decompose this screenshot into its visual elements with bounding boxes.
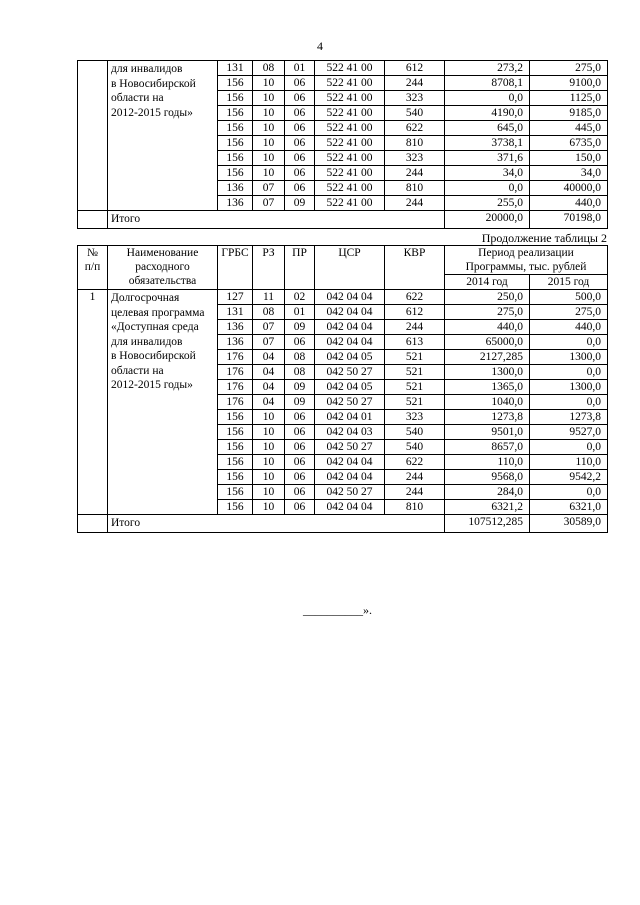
pr-cell: 02: [285, 290, 315, 305]
pr-cell: 06: [285, 500, 315, 515]
kvr-cell: 613: [385, 335, 445, 350]
amount-2014-cell: 2127,285: [445, 350, 530, 365]
grbs-cell: 156: [218, 410, 253, 425]
grbs-cell: 131: [218, 61, 253, 76]
amount-2015-cell: 0,0: [530, 365, 608, 380]
rz-cell: 07: [253, 196, 285, 211]
header-pr: ПР: [285, 246, 315, 290]
total-empty-cell: [78, 211, 108, 229]
csr-cell: 522 41 00: [315, 166, 385, 181]
grbs-cell: 176: [218, 380, 253, 395]
rz-cell: 10: [253, 470, 285, 485]
amount-2015-cell: 9527,0: [530, 425, 608, 440]
pr-cell: 06: [285, 181, 315, 196]
csr-cell: 522 41 00: [315, 121, 385, 136]
closing-mark: __________».: [303, 603, 372, 617]
amount-2015-cell: 1273,8: [530, 410, 608, 425]
csr-cell: 042 04 04: [315, 290, 385, 305]
pr-cell: 01: [285, 305, 315, 320]
amount-2014-cell: 645,0: [445, 121, 530, 136]
amount-2014-cell: 110,0: [445, 455, 530, 470]
amount-2014-cell: 275,0: [445, 305, 530, 320]
pr-cell: 06: [285, 151, 315, 166]
total-row: [78, 211, 608, 229]
amount-2015-cell: 0,0: [530, 440, 608, 455]
header-csr: ЦСР: [315, 246, 385, 290]
amount-2015-cell: 0,0: [530, 485, 608, 500]
csr-cell: 522 41 00: [315, 136, 385, 151]
kvr-cell: 521: [385, 380, 445, 395]
header-2015: 2015 год: [530, 275, 608, 290]
kvr-cell: 612: [385, 61, 445, 76]
csr-cell: 042 04 04: [315, 320, 385, 335]
rz-cell: 04: [253, 365, 285, 380]
amount-2015-cell: 6735,0: [530, 136, 608, 151]
kvr-cell: 612: [385, 305, 445, 320]
header-period: Период реализации Программы, тыс. рублей: [445, 246, 608, 275]
pr-cell: 06: [285, 470, 315, 485]
kvr-cell: 323: [385, 410, 445, 425]
amount-2014-cell: 255,0: [445, 196, 530, 211]
pr-cell: 06: [285, 136, 315, 151]
kvr-cell: 521: [385, 365, 445, 380]
amount-2015-cell: 275,0: [530, 305, 608, 320]
pr-cell: 06: [285, 91, 315, 106]
grbs-cell: 156: [218, 425, 253, 440]
total-2014-cell: 107512,285: [445, 515, 530, 533]
header-kvr: КВР: [385, 246, 445, 290]
amount-2014-cell: 1365,0: [445, 380, 530, 395]
csr-cell: 522 41 00: [315, 76, 385, 91]
header-2014: 2014 год: [445, 275, 530, 290]
amount-2015-cell: 1125,0: [530, 91, 608, 106]
grbs-cell: 176: [218, 365, 253, 380]
table-row: [78, 61, 608, 76]
rz-cell: 04: [253, 380, 285, 395]
total-2015-cell: 30589,0: [530, 515, 608, 533]
rz-cell: 10: [253, 425, 285, 440]
table-row: [78, 290, 608, 305]
pr-cell: 06: [285, 166, 315, 181]
amount-2015-cell: 0,0: [530, 395, 608, 410]
rz-cell: 10: [253, 151, 285, 166]
grbs-cell: 156: [218, 485, 253, 500]
pr-cell: 06: [285, 106, 315, 121]
amount-2014-cell: 1300,0: [445, 365, 530, 380]
amount-2015-cell: 445,0: [530, 121, 608, 136]
kvr-cell: 244: [385, 196, 445, 211]
rz-cell: 10: [253, 91, 285, 106]
csr-cell: 042 04 04: [315, 305, 385, 320]
csr-cell: 522 41 00: [315, 151, 385, 166]
csr-cell: 042 04 03: [315, 425, 385, 440]
amount-2015-cell: 6321,0: [530, 500, 608, 515]
grbs-cell: 156: [218, 136, 253, 151]
total-empty-cell: [78, 515, 108, 533]
amount-2014-cell: 371,6: [445, 151, 530, 166]
pr-cell: 06: [285, 121, 315, 136]
amount-2014-cell: 6321,2: [445, 500, 530, 515]
amount-2014-cell: 4190,0: [445, 106, 530, 121]
kvr-cell: 540: [385, 440, 445, 455]
grbs-cell: 131: [218, 305, 253, 320]
program-name-cell: Долгосрочная целевая программа «Доступная среда для инвалидов в Новосибирской области на 2012-2015 годы»: [108, 290, 218, 515]
kvr-cell: 244: [385, 76, 445, 91]
kvr-cell: 244: [385, 470, 445, 485]
grbs-cell: 127: [218, 290, 253, 305]
kvr-cell: 244: [385, 485, 445, 500]
header-num: № п/п: [78, 246, 108, 290]
kvr-cell: 323: [385, 91, 445, 106]
table-main: [77, 245, 608, 533]
rz-cell: 10: [253, 106, 285, 121]
amount-2015-cell: 110,0: [530, 455, 608, 470]
csr-cell: 042 04 04: [315, 500, 385, 515]
pr-cell: 06: [285, 76, 315, 91]
amount-2015-cell: 275,0: [530, 61, 608, 76]
rz-cell: 10: [253, 455, 285, 470]
rz-cell: 10: [253, 76, 285, 91]
pr-cell: 08: [285, 365, 315, 380]
table-caption: Продолжение таблицы 2: [481, 231, 607, 245]
header-rz: РЗ: [253, 246, 285, 290]
kvr-cell: 810: [385, 500, 445, 515]
pr-cell: 06: [285, 335, 315, 350]
kvr-cell: 810: [385, 181, 445, 196]
kvr-cell: 622: [385, 121, 445, 136]
csr-cell: 522 41 00: [315, 196, 385, 211]
amount-2015-cell: 1300,0: [530, 380, 608, 395]
rz-cell: 10: [253, 410, 285, 425]
rz-cell: 10: [253, 166, 285, 181]
grbs-cell: 156: [218, 455, 253, 470]
rz-cell: 10: [253, 485, 285, 500]
amount-2014-cell: 65000,0: [445, 335, 530, 350]
amount-2014-cell: 0,0: [445, 181, 530, 196]
pr-cell: 06: [285, 410, 315, 425]
amount-2015-cell: 440,0: [530, 320, 608, 335]
grbs-cell: 156: [218, 91, 253, 106]
pr-cell: 09: [285, 380, 315, 395]
csr-cell: 042 04 04: [315, 470, 385, 485]
grbs-cell: 176: [218, 350, 253, 365]
amount-2015-cell: 1300,0: [530, 350, 608, 365]
grbs-cell: 156: [218, 440, 253, 455]
grbs-cell: 156: [218, 106, 253, 121]
total-label: Итого: [108, 211, 445, 229]
pr-cell: 09: [285, 196, 315, 211]
pr-cell: 09: [285, 320, 315, 335]
amount-2014-cell: 440,0: [445, 320, 530, 335]
amount-2014-cell: 8708,1: [445, 76, 530, 91]
rz-cell: 08: [253, 305, 285, 320]
amount-2015-cell: 440,0: [530, 196, 608, 211]
csr-cell: 042 04 01: [315, 410, 385, 425]
grbs-cell: 136: [218, 196, 253, 211]
csr-cell: 522 41 00: [315, 61, 385, 76]
rz-cell: 10: [253, 121, 285, 136]
csr-cell: 042 50 27: [315, 440, 385, 455]
csr-cell: 522 41 00: [315, 181, 385, 196]
amount-2015-cell: 9542,2: [530, 470, 608, 485]
kvr-cell: 540: [385, 106, 445, 121]
pr-cell: 08: [285, 350, 315, 365]
kvr-cell: 244: [385, 320, 445, 335]
amount-2015-cell: 150,0: [530, 151, 608, 166]
kvr-cell: 810: [385, 136, 445, 151]
amount-2014-cell: 9501,0: [445, 425, 530, 440]
csr-cell: 042 04 04: [315, 335, 385, 350]
rz-cell: 07: [253, 335, 285, 350]
csr-cell: 042 50 27: [315, 395, 385, 410]
page-number: 4: [317, 39, 323, 53]
rz-cell: 08: [253, 61, 285, 76]
csr-cell: 042 04 05: [315, 350, 385, 365]
pr-cell: 06: [285, 440, 315, 455]
amount-2015-cell: 0,0: [530, 335, 608, 350]
item-number-cell: [78, 61, 108, 211]
grbs-cell: 136: [218, 335, 253, 350]
csr-cell: 042 50 27: [315, 365, 385, 380]
grbs-cell: 136: [218, 320, 253, 335]
amount-2014-cell: 34,0: [445, 166, 530, 181]
amount-2014-cell: 1040,0: [445, 395, 530, 410]
grbs-cell: 156: [218, 500, 253, 515]
kvr-cell: 521: [385, 395, 445, 410]
amount-2014-cell: 250,0: [445, 290, 530, 305]
pr-cell: 01: [285, 61, 315, 76]
pr-cell: 06: [285, 455, 315, 470]
grbs-cell: 156: [218, 166, 253, 181]
amount-2014-cell: 3738,1: [445, 136, 530, 151]
amount-2014-cell: 1273,8: [445, 410, 530, 425]
amount-2014-cell: 273,2: [445, 61, 530, 76]
rz-cell: 10: [253, 440, 285, 455]
amount-2015-cell: 9100,0: [530, 76, 608, 91]
grbs-cell: 156: [218, 470, 253, 485]
total-label: Итого: [108, 515, 445, 533]
table-continuation-top: [77, 60, 608, 229]
grbs-cell: 156: [218, 76, 253, 91]
grbs-cell: 156: [218, 151, 253, 166]
csr-cell: 522 41 00: [315, 106, 385, 121]
kvr-cell: 540: [385, 425, 445, 440]
rz-cell: 10: [253, 500, 285, 515]
csr-cell: 042 04 05: [315, 380, 385, 395]
rz-cell: 04: [253, 350, 285, 365]
kvr-cell: 244: [385, 166, 445, 181]
grbs-cell: 156: [218, 121, 253, 136]
rz-cell: 10: [253, 136, 285, 151]
rz-cell: 07: [253, 320, 285, 335]
kvr-cell: 622: [385, 290, 445, 305]
csr-cell: 042 04 04: [315, 455, 385, 470]
csr-cell: 042 50 27: [315, 485, 385, 500]
grbs-cell: 136: [218, 181, 253, 196]
header-name: Наименование расходного обязательства: [108, 246, 218, 290]
total-2014-cell: 20000,0: [445, 211, 530, 229]
amount-2014-cell: 8657,0: [445, 440, 530, 455]
amount-2015-cell: 40000,0: [530, 181, 608, 196]
rz-cell: 04: [253, 395, 285, 410]
amount-2014-cell: 0,0: [445, 91, 530, 106]
pr-cell: 06: [285, 425, 315, 440]
pr-cell: 06: [285, 485, 315, 500]
amount-2014-cell: 9568,0: [445, 470, 530, 485]
total-2015-cell: 70198,0: [530, 211, 608, 229]
csr-cell: 522 41 00: [315, 91, 385, 106]
kvr-cell: 521: [385, 350, 445, 365]
amount-2015-cell: 9185,0: [530, 106, 608, 121]
rz-cell: 07: [253, 181, 285, 196]
kvr-cell: 323: [385, 151, 445, 166]
kvr-cell: 622: [385, 455, 445, 470]
rz-cell: 11: [253, 290, 285, 305]
pr-cell: 09: [285, 395, 315, 410]
grbs-cell: 176: [218, 395, 253, 410]
program-name-cell: для инвалидов в Новосибирской области на 2012-2015 годы»: [108, 61, 218, 211]
amount-2014-cell: 284,0: [445, 485, 530, 500]
total-row: [78, 515, 608, 533]
amount-2015-cell: 500,0: [530, 290, 608, 305]
item-number-cell: 1: [78, 290, 108, 515]
header-grbs: ГРБС: [218, 246, 253, 290]
amount-2015-cell: 34,0: [530, 166, 608, 181]
